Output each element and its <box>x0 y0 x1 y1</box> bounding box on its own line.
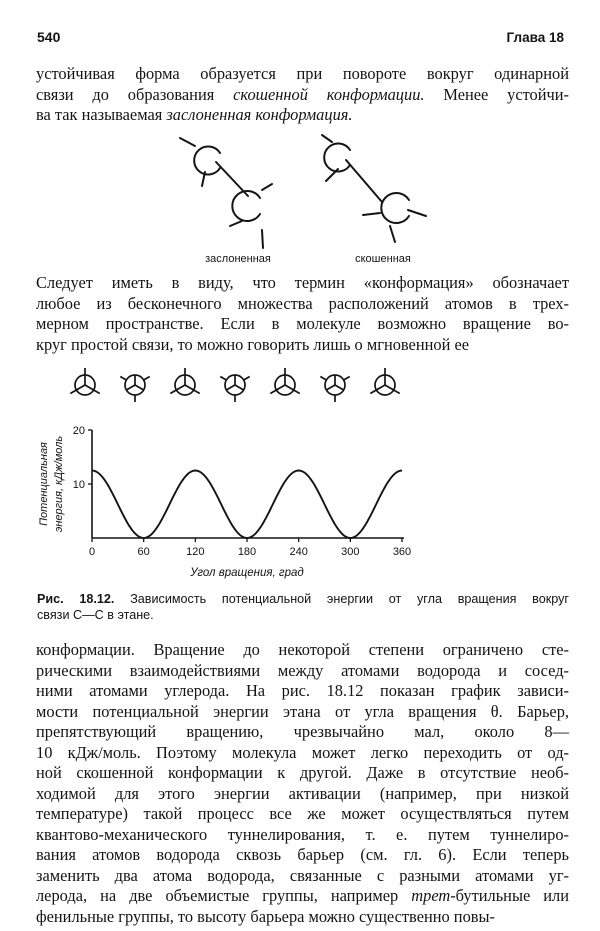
italic-term: заслоненная конформация. <box>166 105 353 124</box>
caption-label: Рис. 18.12. <box>37 592 115 606</box>
x-tick-label: 120 <box>186 546 205 558</box>
italic-term: трет <box>411 886 451 905</box>
text-line <box>36 85 569 106</box>
energy-curve <box>92 471 402 539</box>
text-run: ними атомами углерода. На рис. 18.12 показан график зависи- <box>36 681 569 700</box>
x-axis-label: Угол вращения, град <box>190 567 304 579</box>
x-tick-label: 300 <box>341 546 360 558</box>
text-line <box>36 105 569 126</box>
paragraph-1 <box>36 64 569 126</box>
y-axis-label-line-1: Потенциальная <box>38 442 50 526</box>
newman-projection-6 <box>320 375 349 402</box>
text-run: 10 кДж/моль. Поэтому молекула может легко переходить от од- <box>36 742 569 762</box>
text-line <box>36 866 569 887</box>
y-axis-label-line-2: энергия, кДж/моль <box>53 435 65 533</box>
label-gauche: скошенная <box>355 253 411 265</box>
text-line <box>36 335 569 356</box>
text-line <box>36 784 569 805</box>
text-run: вания атомов водорода сквозь барьер (см. гл. 6). Если теперь <box>36 845 569 864</box>
italic-term: скошенной конформации. <box>233 84 425 104</box>
energy-chart <box>28 418 428 588</box>
caption-line-1: Зависимость потенциальной энергии от угла вращения вокруг <box>130 592 569 606</box>
text-run: ной скошенной конформации к другой. Даже в отсутствие необ- <box>36 763 569 782</box>
text-line <box>36 763 569 784</box>
x-tick-label: 360 <box>392 546 412 558</box>
paragraph-2 <box>36 273 569 355</box>
newman-projection-5 <box>270 368 299 395</box>
text-run: фенильные группы, то высоту барьера можно существенно повы- <box>36 906 495 926</box>
text-line <box>36 804 569 825</box>
text-run: -бутильные или <box>450 886 569 905</box>
text-line <box>36 845 569 866</box>
newman-projections <box>60 360 440 410</box>
text-run: мости потенциальной энергии этана от угла вращения θ. Барьер, <box>36 701 569 721</box>
text-run: Менее устойчи- <box>424 84 570 104</box>
newman-projection-2 <box>120 375 149 402</box>
y-tick-label: 10 <box>72 479 85 491</box>
text-run: ва так называемая <box>36 105 167 124</box>
text-line <box>36 886 569 907</box>
text-run: конформации. Вращение до некоторой степени ограничено сте- <box>36 640 569 659</box>
text-run: мерном пространстве. Если в молекуле возможно вращение во- <box>36 314 569 333</box>
text-line <box>36 907 569 928</box>
newman-projection-3 <box>170 368 199 395</box>
page-number: 540 <box>37 29 61 45</box>
text-run: рическими взаимодействиями между атомами водорода и сосед- <box>36 660 569 680</box>
text-line <box>36 314 569 335</box>
text-line <box>36 64 569 85</box>
text-run: квантово-механического туннелирования, т. е. путем туннелиро- <box>36 824 569 844</box>
text-run: Следует иметь в виду, что термин «конформация» обозначает <box>36 273 569 292</box>
text-line <box>36 702 569 723</box>
x-tick-label: 240 <box>289 546 308 558</box>
text-run: любое из бесконечного множества расположений атомов в трех- <box>36 293 569 313</box>
label-eclipsed: заслоненная <box>205 253 271 265</box>
text-run: заменить два атома водорода, связанные с разными атомами уг- <box>36 865 569 885</box>
newman-projection-7 <box>370 368 399 395</box>
text-run: препятствующий вращению, чрезвычайно мал, около 8— <box>36 722 569 741</box>
y-tick-label: 20 <box>72 425 85 437</box>
caption-line-2: связи С—С в этане. <box>37 608 154 622</box>
text-line <box>36 722 569 743</box>
conformations-figure <box>150 128 450 270</box>
eclipsed-conformation <box>180 138 272 248</box>
text-run: устойчивая форма образуется при повороте вокруг одинарной <box>36 64 569 83</box>
text-line <box>36 681 569 702</box>
text-run: лерода, на две объемистые группы, например <box>36 886 412 905</box>
paragraph-3 <box>36 640 569 927</box>
text-line <box>36 640 569 661</box>
chapter-title: Глава 18 <box>506 30 564 45</box>
text-line <box>36 743 569 764</box>
text-run: круг простой связи, то можно говорить лишь о мгновенной ее <box>36 334 469 354</box>
text-line <box>36 273 569 294</box>
newman-projection-4 <box>220 375 249 402</box>
text-line <box>36 825 569 846</box>
text-line <box>36 661 569 682</box>
newman-projection-1 <box>70 368 99 395</box>
text-line <box>36 294 569 315</box>
x-tick-label: 180 <box>237 546 257 558</box>
x-tick-label: 60 <box>137 546 150 558</box>
gauche-conformation <box>322 135 426 242</box>
text-run: температуре) такой процесс все же может осуществляться путем <box>36 804 569 823</box>
text-run: ходимой для этого энергии активации (например, при низкой <box>36 783 569 803</box>
text-run: связи до образования <box>36 84 234 104</box>
figure-caption <box>37 591 569 623</box>
x-tick-label: 0 <box>88 546 96 558</box>
